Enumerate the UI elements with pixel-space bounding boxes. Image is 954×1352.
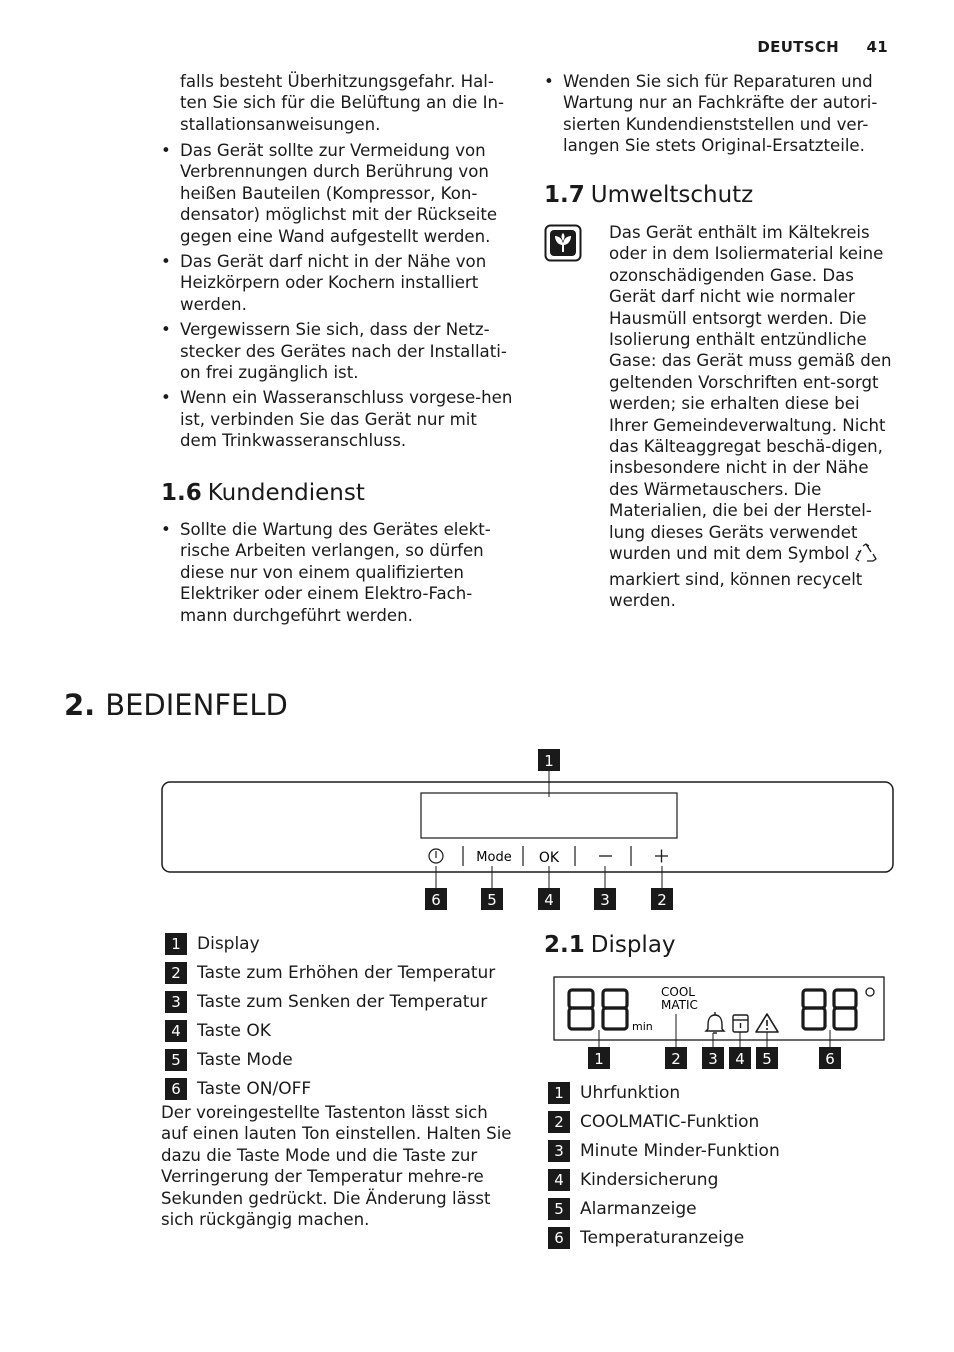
chapter-heading-bedienfeld: [64, 688, 288, 722]
coolmatic-label-line2: MATIC: [661, 998, 698, 1012]
legend-row: [165, 1078, 311, 1100]
callout-label-4: 4: [544, 891, 554, 909]
section-title: Kundendienst: [207, 480, 365, 506]
legend-label: Uhrfunktion: [580, 1083, 681, 1103]
chapter-title: BEDIENFELD: [105, 688, 288, 722]
list-item: • Wenden Sie sich für Reparaturen und Wartung nur an Fachkräfte der autori-sierten Kundendienststellen und ver-langen Sie stets Original-Ersatzteile.: [544, 71, 894, 157]
legend-label: Taste OK: [197, 1021, 271, 1041]
kundendienst-bullet-list: [161, 519, 506, 630]
legend-label: Alarmanzeige: [580, 1199, 697, 1219]
section-heading-kundendienst: [161, 479, 365, 507]
legend-number: 1: [165, 933, 187, 955]
legend-row: [548, 1111, 759, 1133]
control-panel-diagram: [0, 745, 954, 915]
callout-label-5: 5: [487, 891, 497, 909]
safety-bullet-list: [161, 140, 513, 456]
legend-row: [548, 1169, 718, 1191]
section-heading-umweltschutz: [544, 181, 753, 209]
legend-number: 2: [165, 962, 187, 984]
legend-number: 6: [548, 1227, 570, 1249]
legend-number: 4: [165, 1020, 187, 1042]
callout-label-6: 6: [431, 891, 441, 909]
recycle-icon: [855, 543, 877, 568]
legend-row: [548, 1082, 680, 1104]
display-callout-label: 4: [735, 1050, 745, 1068]
min-label: min: [632, 1020, 653, 1033]
panel-display-window: [421, 793, 677, 838]
callout-label-2: 2: [657, 891, 667, 909]
legend-label: Taste zum Erhöhen der Temperatur: [197, 963, 496, 983]
display-callout-label: 1: [594, 1050, 604, 1068]
page-header: [735, 38, 888, 56]
legend-row: [165, 962, 495, 984]
umwelt-text-main: Das Gerät enthält im Kältekreis oder in dem Isoliermaterial keine ozonschädigenden Gase. Das Gerät darf nicht wie normaler Hausmüll entsorgt werden. Die Isolierung enthält entzündliche Gase: das Gerät muss gemäß den geltenden Vorschriften ent-sorgt werden; sie erhalten diese bei Ihrer Gemeindeverwaltung. Nicht das Kälteaggregat beschä-digen, insbesondere nicht in der Nähe des Wärmetauschers. Die Materialien, die bei der Herstel-lung dieses Geräts verwendet wurden und mit dem Symbol: [609, 223, 892, 564]
panel-legend: [165, 933, 525, 1113]
plant-recycling-icon: [544, 224, 582, 262]
section-number: 1.6: [161, 480, 202, 506]
list-item: • Das Gerät darf nicht in der Nähe von Heizkörpern oder Kochern installiert werden.: [161, 251, 513, 315]
legend-label: Kindersicherung: [580, 1170, 719, 1190]
display-callout-label: 3: [708, 1050, 718, 1068]
header-language: DEUTSCH: [757, 38, 839, 56]
legend-row: [165, 991, 487, 1013]
legend-number: 1: [548, 1082, 570, 1104]
mode-button[interactable]: Mode: [476, 850, 512, 865]
legend-label: Display: [197, 934, 260, 954]
display-legend: [548, 1082, 888, 1262]
coolmatic-label-line1: COOL: [661, 985, 695, 999]
legend-row: [165, 933, 260, 955]
legend-row: [165, 1020, 271, 1042]
list-item: • Vergewissern Sie sich, dass der Netz-stecker des Gerätes nach der Installati-on frei zugänglich ist.: [161, 319, 513, 383]
legend-number: 5: [548, 1198, 570, 1220]
section-heading-display: [544, 931, 676, 959]
display-callout-label: 6: [825, 1050, 835, 1068]
list-item: • Wenn ein Wasseranschluss vorgese-hen ist, verbinden Sie das Gerät nur mit dem Trinkwasseranschluss.: [161, 387, 513, 451]
section-title: Display: [590, 932, 676, 958]
legend-number: 2: [548, 1111, 570, 1133]
legend-number: 6: [165, 1078, 187, 1100]
legend-label: Taste Mode: [197, 1050, 293, 1070]
legend-label: Taste zum Senken der Temperatur: [197, 992, 488, 1012]
ok-button[interactable]: OK: [538, 850, 560, 866]
legend-label: COOLMATIC-Funktion: [580, 1112, 760, 1132]
umwelt-text-end: markiert sind, können recycelt werden.: [609, 569, 863, 610]
repair-bullet-list: [544, 71, 894, 161]
legend-label: Minute Minder-Funktion: [580, 1141, 780, 1161]
legend-row: [548, 1140, 780, 1162]
list-item: • Das Gerät sollte zur Vermeidung von Verbrennungen durch Berührung von heißen Bauteilen (Kompressor, Kon-densator) möglichst mit der Rückseite gegen eine Wand aufgestellt werden.: [161, 140, 513, 247]
tone-note: Der voreingestellte Tastenton lässt sich auf einen lauten Ton einstellen. Halten Sie dazu die Taste Mode und die Taste zur Verringerung der Temperatur mehre-re Sekunden gedrückt. Die Änderung lässt sich rückgängig machen.: [161, 1103, 512, 1230]
legend-label: Taste ON/OFF: [197, 1079, 312, 1099]
display-diagram: [540, 970, 890, 1075]
umweltschutz-text: [609, 222, 899, 611]
callout-label-3: 3: [600, 891, 610, 909]
section-number: 1.7: [544, 182, 585, 208]
intro-text: falls besteht Überhitzungsgefahr. Hal-ten Sie sich für die Belüftung an die In-stallationsanweisungen.: [180, 72, 504, 134]
callout-label-1: 1: [544, 752, 554, 770]
page-number: 41: [866, 38, 888, 56]
legend-label: Temperaturanzeige: [580, 1228, 745, 1248]
legend-row: [548, 1198, 697, 1220]
chapter-number: 2.: [64, 688, 96, 722]
list-item: • Sollte die Wartung des Gerätes elekt-rische Arbeiten verlangen, so dürfen diese nur von einem qualifizierten Elektriker oder einem Elektro-Fach-mann durchgeführt werden.: [161, 519, 506, 626]
legend-number: 4: [548, 1169, 570, 1191]
section-title: Umweltschutz: [590, 182, 754, 208]
section-number: 2.1: [544, 932, 585, 958]
legend-number: 5: [165, 1049, 187, 1071]
display-callout-label: 2: [671, 1050, 681, 1068]
legend-number: 3: [548, 1140, 570, 1162]
legend-row: [548, 1227, 744, 1249]
display-callout-label: 5: [762, 1050, 772, 1068]
legend-number: 3: [165, 991, 187, 1013]
legend-row: [165, 1049, 293, 1071]
